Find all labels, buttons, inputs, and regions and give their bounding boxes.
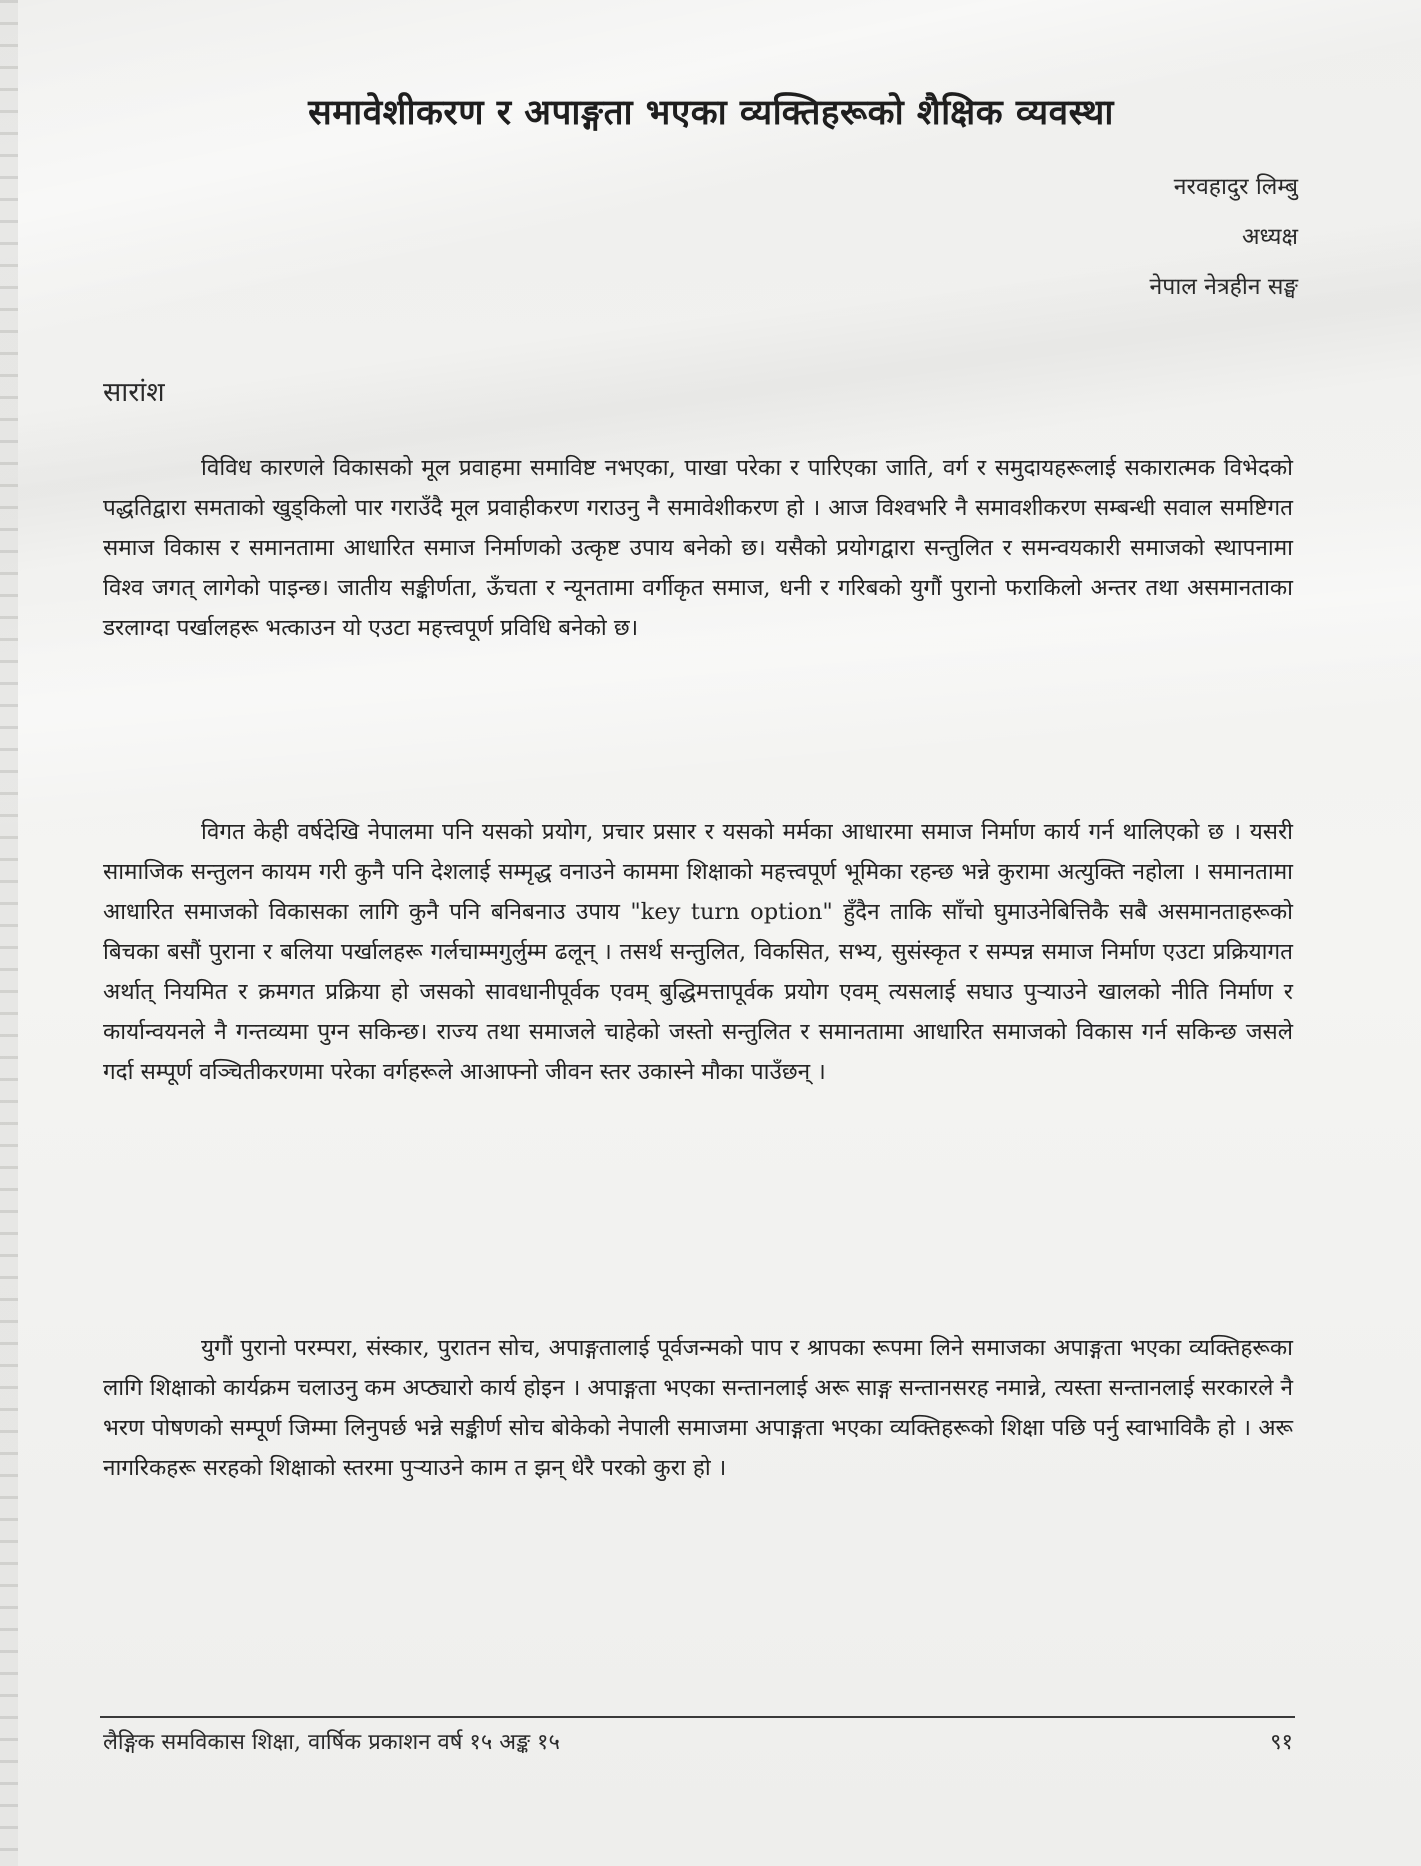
body-paragraph-3: युगौं पुरानो परम्परा, संस्कार, पुरातन सोच, अपाङ्गतालाई पूर्वजन्मको पाप र श्रापका रूपमा लिने समाजका अपाङ्गता भएका व्यक्तिहरूका लागि शिक्षाको कार्यक्रम चलाउनु कम अप्ठ्यारो कार्य होइन । अपाङ्गता भएका सन्तानलाई अरू साङ्ग सन्तानसरह नमान्ने, त्यस्ता सन्तानलाई सरकारले नै भरण पोषणको सम्पूर्ण जिम्मा लिनुपर्छ भन्ने सङ्कीर्ण सोच बोकेको नेपाली समाजमा अपाङ्गता भएका व्यक्तिहरूको शिक्षा पछि पर्नु स्वाभाविकै हो । अरू नागरिकहरू सरहको शिक्षाको स्तरमा पुऱ्याउने काम त झन् धेरै परको कुरा हो । — [103, 1335, 1293, 1481]
body-paragraph-1: विविध कारणले विकासको मूल प्रवाहमा समाविष्ट नभएका, पाखा परेका र पारिएका जाति, वर्ग र समुदायहरूलाई सकारात्मक विभेदको पद्धतिद्वारा समताको खुड्किलो पार गराउँदै मूल प्रवाहीकरण गराउनु नै समावेशीकरण हो । आज विश्वभरि नै समावशीकरण सम्बन्धी सवाल समष्टिगत समाज विकास र समानतामा आधारित समाज निर्माणको उत्कृष्ट उपाय बनेको छ। यसैको प्रयोगद्वारा सन्तुलित र समन्वयकारी समाजको स्थापनामा विश्व जगत् लागेको पाइन्छ। जातीय सङ्कीर्णता, ऊँचता र न्यूनतामा वर्गीकृत समाज, धनी र गरिबको युगौं पुरानो फराकिलो अन्तर तथा असमानताका डरलाग्दा पर्खालहरू भत्काउन यो एउटा महत्त्वपूर्ण प्रविधि बनेको छ। — [103, 455, 1293, 641]
footer-divider — [100, 1716, 1295, 1718]
article-title: समावेशीकरण र अपाङ्गता भएका व्यक्तिहरूको शैक्षिक व्यवस्था — [308, 92, 1114, 133]
author-role: अध्यक्ष — [1241, 224, 1298, 250]
abstract-heading: सारांश — [103, 377, 165, 408]
body-paragraph-2: विगत केही वर्षदेखि नेपालमा पनि यसको प्रयोग, प्रचार प्रसार र यसको मर्मका आधारमा समाज निर्माण कार्य गर्न थालिएको छ । यसरी सामाजिक सन्तुलन कायम गरी कुनै पनि देशलाई सम्मृद्ध वनाउने काममा शिक्षाको महत्त्वपूर्ण भूमिका रहन्छ भन्ने कुरामा अत्युक्ति नहोला । समानतामा आधारित समाजको विकासका लागि कुनै पनि बनिबनाउ उपाय "key turn option" हुँदैन ताकि साँचो घुमाउनेबित्तिकै सबै असमानताहरूको बिचका बसौं पुराना र बलिया पर्खालहरू गर्लचाम्मगुर्लुम्म ढलून् । तसर्थ सन्तुलित, विकसित, सभ्य, सुसंस्कृत र सम्पन्न समाज निर्माण एउटा प्रक्रियागत अर्थात् नियमित र क्रमगत प्रक्रिया हो जसको सावधानीपूर्वक एवम् बुद्धिमत्तापूर्वक प्रयोग एवम् त्यसलाई सघाउ पुऱ्याउने खालको नीति निर्माण र कार्यान्वयनले नै गन्तव्यमा पुग्न सकिन्छ। राज्य तथा समाजले चाहेको जस्तो सन्तुलित र समानतामा आधारित समाजको विकास गर्न सकिन्छ जसले गर्दा सम्पूर्ण वञ्चितीकरणमा परेका वर्गहरूले आआफ्नो जीवन स्तर उकास्ने मौका पाउँछन् । — [103, 819, 1293, 1085]
page-number: ९१ — [1270, 1730, 1293, 1755]
author-name: नरवहादुर लिम्बु — [1173, 174, 1298, 200]
author-block — [1149, 162, 1298, 312]
author-organization: नेपाल नेत्रहीन सङ्घ — [1149, 274, 1298, 300]
binding-edge — [0, 0, 18, 1866]
footer-publication: लैङ्गिक समविकास शिक्षा, वार्षिक प्रकाशन वर्ष १५ अङ्क १५ — [103, 1730, 560, 1755]
